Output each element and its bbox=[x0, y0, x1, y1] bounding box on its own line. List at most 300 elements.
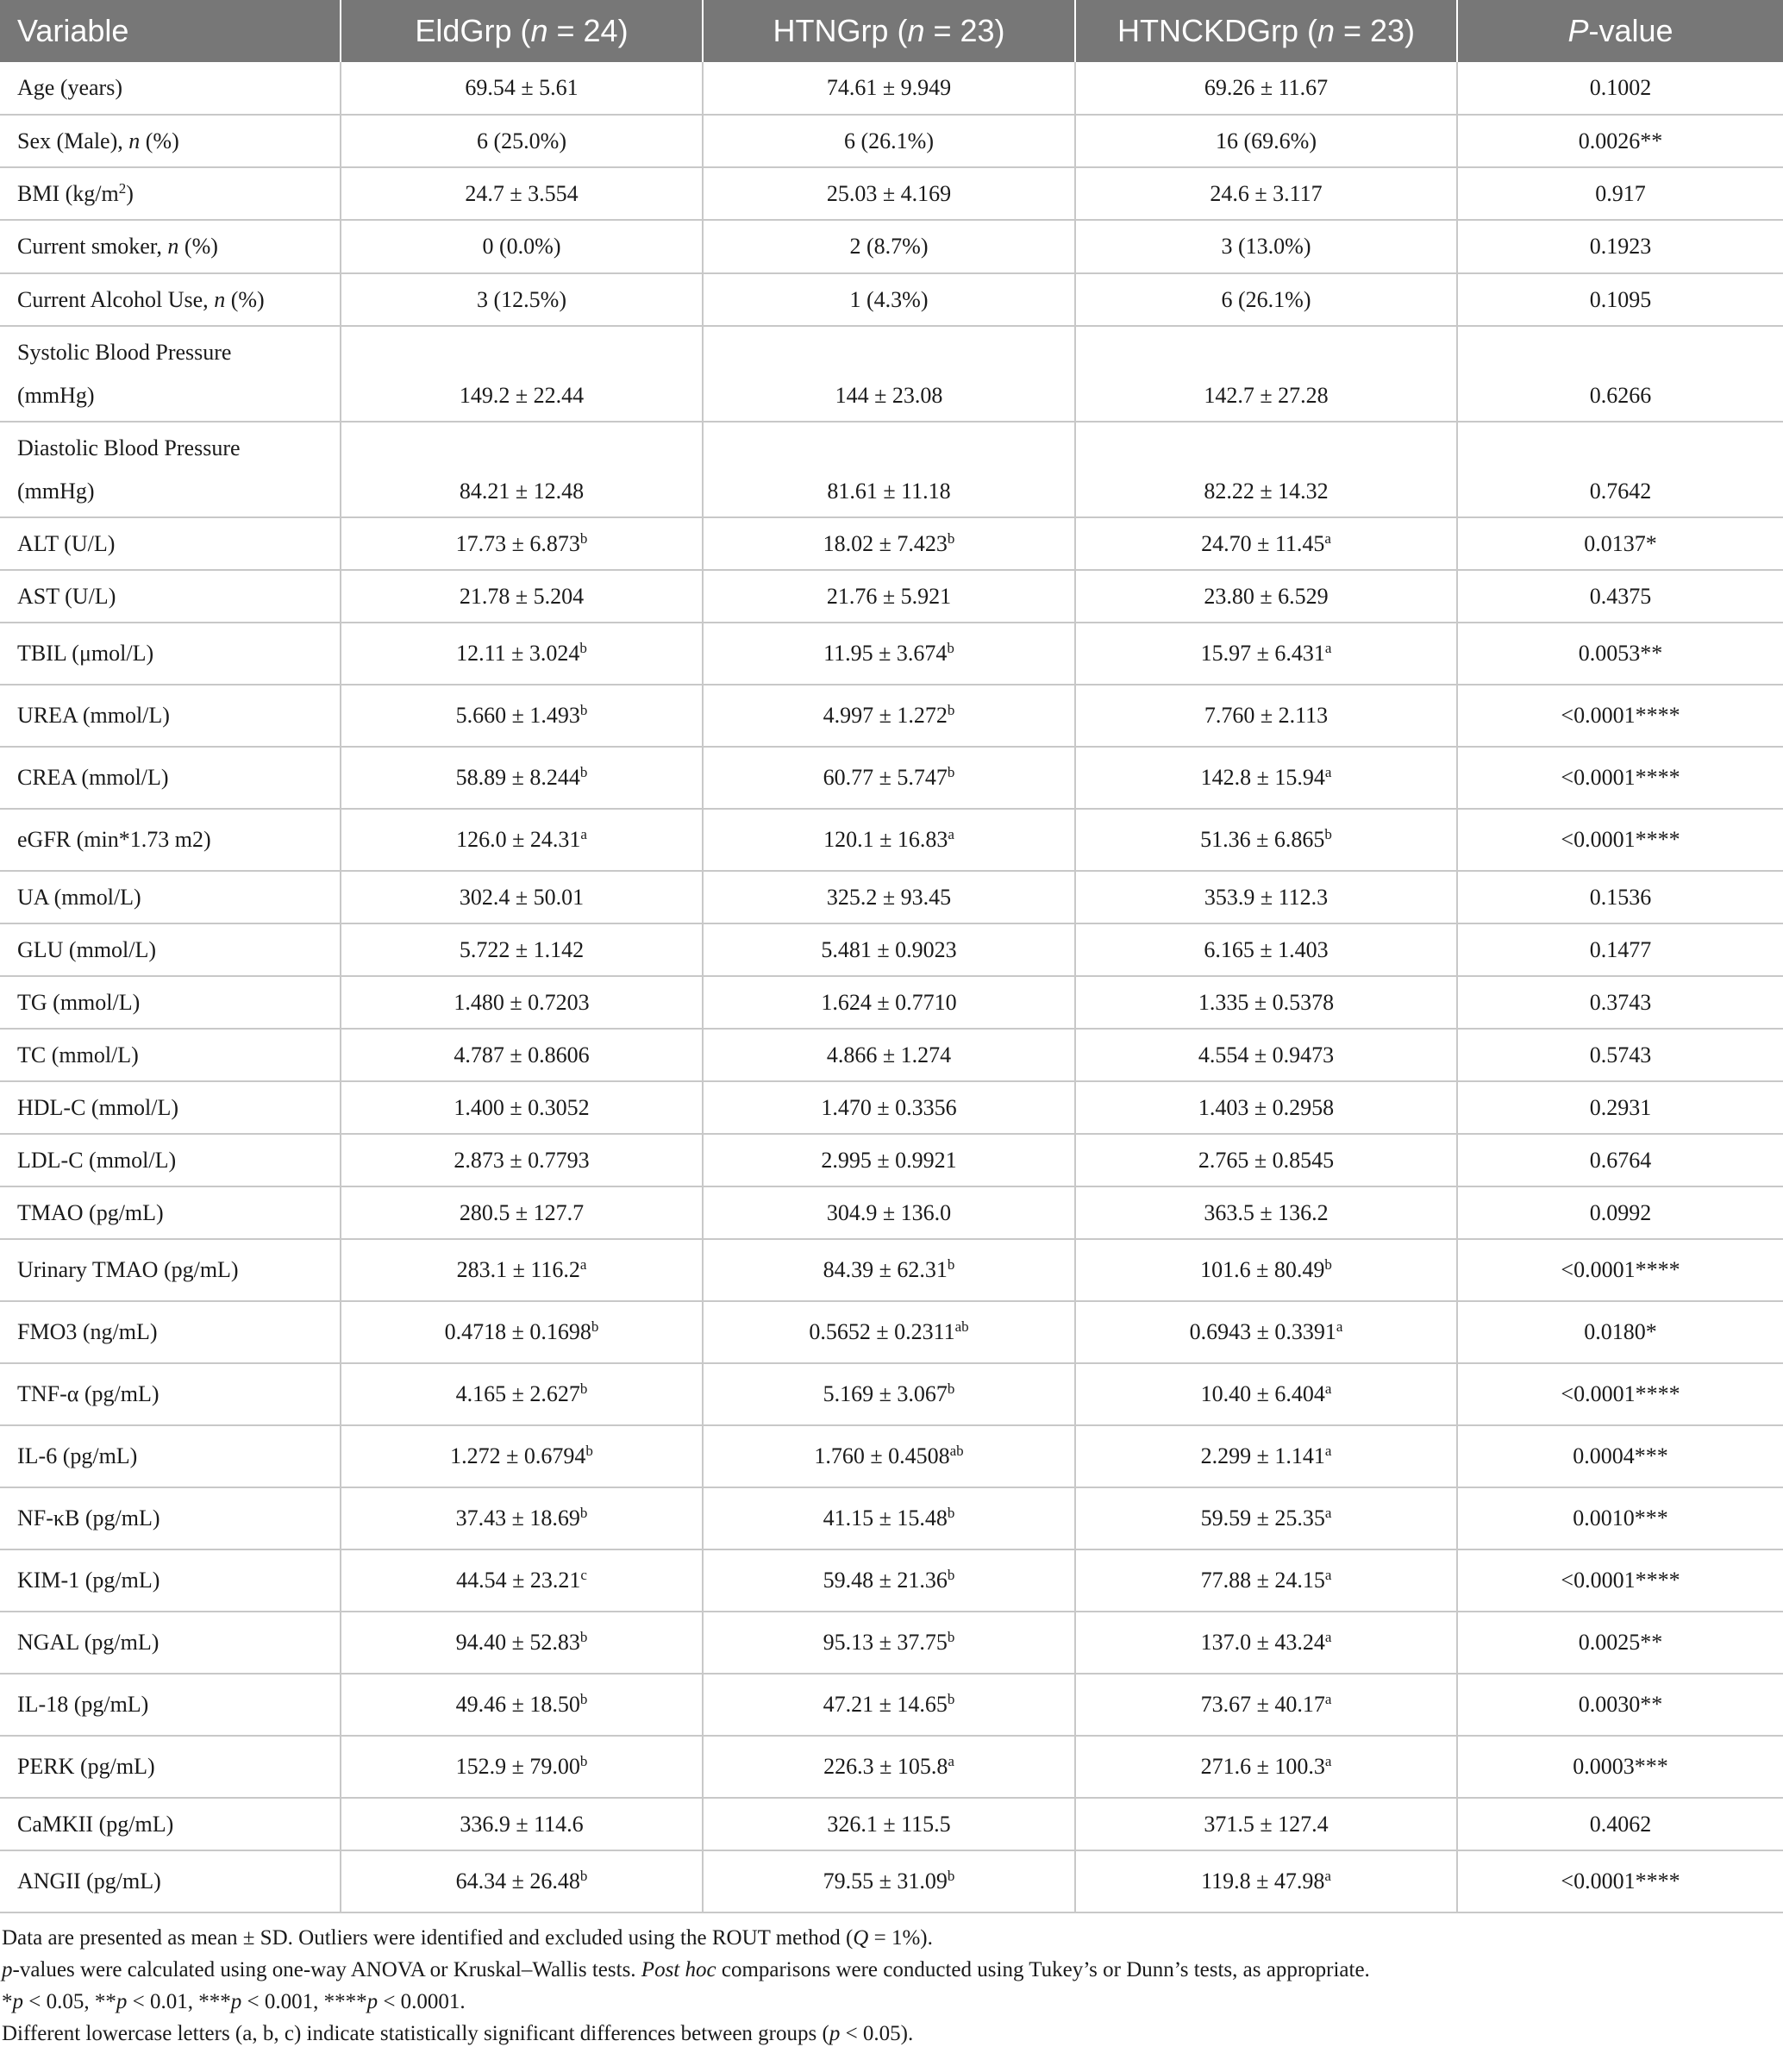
table-row bbox=[0, 923, 1783, 976]
eldgrp-value-group-letter: b bbox=[579, 1691, 588, 1707]
table-row bbox=[0, 1425, 1783, 1487]
footnote-statistical-tests: p-values were calculated using one-way ANOVA or Kruskal–Wallis tests. Post hoc comparisons were conducted using Tukey’s or Dunn’s tests, as appropriate. bbox=[2, 1958, 1370, 1981]
htngrp-value-cell bbox=[703, 1674, 1075, 1736]
htngrp-value-group-letter: ab bbox=[949, 1443, 964, 1459]
eldgrp-value-cell bbox=[341, 871, 703, 923]
table-row bbox=[0, 1674, 1783, 1736]
header-htnckdgrp: HTNCKDGrp (n = 23) bbox=[1075, 0, 1457, 62]
header-row bbox=[0, 0, 1783, 62]
htngrp-value: 304.9 ± 136.0 bbox=[826, 1199, 952, 1225]
variable-cell bbox=[0, 1736, 341, 1798]
htnckdgrp-value-cell bbox=[1075, 167, 1457, 220]
p-value-cell bbox=[1457, 1081, 1783, 1134]
eldgrp-value: 12.11 ± 3.024 bbox=[456, 641, 580, 666]
variable-label: FMO3 (ng/mL) bbox=[17, 1319, 158, 1344]
eldgrp-value-cell bbox=[341, 1134, 703, 1186]
htnckdgrp-value: 59.59 ± 25.35 bbox=[1200, 1505, 1325, 1531]
variable-cell bbox=[0, 220, 341, 273]
p-value-cell bbox=[1457, 1186, 1783, 1239]
eldgrp-value-cell bbox=[341, 517, 703, 570]
p-value: 0.3743 bbox=[1589, 989, 1652, 1015]
htnckdgrp-value: 10.40 ± 6.404 bbox=[1200, 1381, 1325, 1406]
htngrp-value-group-letter: b bbox=[947, 1380, 955, 1397]
htnckdgrp-value: 24.70 ± 11.45 bbox=[1201, 530, 1325, 556]
variable-label: AST (U/L) bbox=[17, 583, 116, 609]
p-value: 0.0003*** bbox=[1573, 1754, 1668, 1779]
htnckdgrp-value-cell bbox=[1075, 1186, 1457, 1239]
htngrp-value: 5.481 ± 0.9023 bbox=[821, 936, 957, 962]
variable-cell bbox=[0, 1549, 341, 1612]
htnckdgrp-value-group-letter: a bbox=[1336, 1318, 1343, 1335]
htnckdgrp-value: 1.335 ± 0.5378 bbox=[1198, 989, 1335, 1015]
variable-cell bbox=[0, 685, 341, 747]
htnckdgrp-value: 23.80 ± 6.529 bbox=[1204, 583, 1329, 609]
htnckdgrp-value: 142.8 ± 15.94 bbox=[1200, 765, 1325, 790]
eldgrp-value: 4.165 ± 2.627 bbox=[455, 1381, 580, 1406]
htnckdgrp-value: 51.36 ± 6.865 bbox=[1200, 827, 1325, 852]
htnckdgrp-value-cell bbox=[1075, 1850, 1457, 1912]
p-value: 0.0026** bbox=[1578, 128, 1663, 153]
htngrp-value: 74.61 ± 9.949 bbox=[826, 75, 952, 100]
htnckdgrp-value-cell bbox=[1075, 747, 1457, 809]
variable-label: LDL-C (mmol/L) bbox=[17, 1147, 177, 1173]
p-value-cell bbox=[1457, 623, 1783, 685]
htnckdgrp-value-group-letter: a bbox=[1324, 1443, 1332, 1459]
htnckdgrp-value: 1.403 ± 0.2958 bbox=[1198, 1094, 1335, 1120]
htngrp-value: 18.02 ± 7.423 bbox=[823, 530, 948, 556]
htngrp-value-group-letter: b bbox=[947, 1629, 955, 1645]
htngrp-value-cell bbox=[703, 1081, 1075, 1134]
p-value-cell bbox=[1457, 923, 1783, 976]
htngrp-value-group-letter: b bbox=[947, 1691, 955, 1707]
p-value: 0.1095 bbox=[1589, 286, 1652, 312]
htngrp-value: 5.169 ± 3.067 bbox=[823, 1381, 948, 1406]
eldgrp-value-group-letter: b bbox=[579, 1629, 588, 1645]
table-footnotes bbox=[0, 1913, 1783, 2050]
table-row bbox=[0, 1134, 1783, 1186]
htngrp-value-cell bbox=[703, 220, 1075, 273]
table-row bbox=[0, 1549, 1783, 1612]
htngrp-value-cell bbox=[703, 273, 1075, 326]
p-value-cell bbox=[1457, 326, 1783, 422]
htnckdgrp-value-cell bbox=[1075, 976, 1457, 1029]
variable-label-tail: ) bbox=[126, 180, 134, 206]
p-value: 0.1536 bbox=[1589, 884, 1652, 910]
variable-label: CREA (mmol/L) bbox=[17, 765, 169, 790]
htnckdgrp-value-group-letter: a bbox=[1324, 1629, 1332, 1645]
table-row bbox=[0, 570, 1783, 623]
p-value-cell bbox=[1457, 1850, 1783, 1912]
htngrp-value: 226.3 ± 105.8 bbox=[823, 1754, 948, 1779]
eldgrp-value-group-letter: b bbox=[579, 640, 587, 656]
variable-cell bbox=[0, 1798, 341, 1850]
eldgrp-value: 2.873 ± 0.7793 bbox=[454, 1147, 590, 1173]
htngrp-value-cell bbox=[703, 167, 1075, 220]
eldgrp-value-cell bbox=[341, 623, 703, 685]
htngrp-value: 21.76 ± 5.921 bbox=[826, 583, 952, 609]
htnckdgrp-value-group-letter: a bbox=[1324, 1868, 1331, 1884]
eldgrp-value-cell bbox=[341, 923, 703, 976]
eldgrp-value-cell bbox=[341, 1425, 703, 1487]
eldgrp-value-cell bbox=[341, 1612, 703, 1674]
eldgrp-value: 24.7 ± 3.554 bbox=[465, 180, 579, 206]
eldgrp-value: 149.2 ± 22.44 bbox=[459, 383, 585, 408]
htngrp-value-cell bbox=[703, 517, 1075, 570]
htnckdgrp-value: 142.7 ± 27.28 bbox=[1204, 383, 1329, 408]
table-row bbox=[0, 1612, 1783, 1674]
htngrp-value-cell bbox=[703, 1301, 1075, 1363]
p-value: 0.0004*** bbox=[1573, 1443, 1668, 1468]
htngrp-value-cell bbox=[703, 422, 1075, 517]
eldgrp-value-cell bbox=[341, 685, 703, 747]
htngrp-value: 4.997 ± 1.272 bbox=[823, 703, 948, 728]
htnckdgrp-value: 6.165 ± 1.403 bbox=[1204, 936, 1329, 962]
htngrp-value-cell bbox=[703, 871, 1075, 923]
eldgrp-value-cell bbox=[341, 1301, 703, 1363]
eldgrp-value: 37.43 ± 18.69 bbox=[455, 1505, 580, 1531]
htnckdgrp-value: 363.5 ± 136.2 bbox=[1204, 1199, 1329, 1225]
htngrp-value-group-letter: a bbox=[948, 826, 954, 842]
eldgrp-value-cell bbox=[341, 570, 703, 623]
htnckdgrp-value-cell bbox=[1075, 1425, 1457, 1487]
htnckdgrp-value-group-letter: a bbox=[1324, 1505, 1332, 1521]
htngrp-value-cell bbox=[703, 1487, 1075, 1549]
variable-label-line2: (mmHg) bbox=[17, 479, 95, 504]
table-row bbox=[0, 1239, 1783, 1301]
htnckdgrp-value: 6 (26.1%) bbox=[1221, 286, 1311, 312]
table-row bbox=[0, 517, 1783, 570]
htngrp-value-cell bbox=[703, 923, 1075, 976]
htnckdgrp-value: 271.6 ± 100.3 bbox=[1200, 1754, 1325, 1779]
table-row bbox=[0, 273, 1783, 326]
htnckdgrp-value-cell bbox=[1075, 1674, 1457, 1736]
htngrp-value-group-letter: b bbox=[947, 702, 955, 718]
eldgrp-value-group-letter: b bbox=[585, 1443, 593, 1459]
htngrp-value: 4.866 ± 1.274 bbox=[826, 1042, 952, 1067]
variable-label: ANGII (pg/mL) bbox=[17, 1869, 161, 1894]
htngrp-value-cell bbox=[703, 115, 1075, 167]
eldgrp-value-cell bbox=[341, 1736, 703, 1798]
htngrp-value-cell bbox=[703, 1239, 1075, 1301]
htnckdgrp-value-cell bbox=[1075, 1239, 1457, 1301]
variable-label: Current Alcohol Use, bbox=[17, 286, 215, 312]
eldgrp-value: 4.787 ± 0.8606 bbox=[454, 1042, 590, 1067]
htnckdgrp-value-cell bbox=[1075, 923, 1457, 976]
p-value: 0.2931 bbox=[1589, 1094, 1652, 1120]
p-value-cell bbox=[1457, 62, 1783, 115]
htngrp-value-cell bbox=[703, 747, 1075, 809]
htnckdgrp-value-cell bbox=[1075, 517, 1457, 570]
variable-cell bbox=[0, 1363, 341, 1425]
table-row bbox=[0, 685, 1783, 747]
htngrp-value-group-letter: ab bbox=[954, 1318, 969, 1335]
eldgrp-value: 58.89 ± 8.244 bbox=[455, 765, 580, 790]
eldgrp-value-group-letter: b bbox=[579, 702, 588, 718]
htngrp-value: 60.77 ± 5.747 bbox=[823, 765, 948, 790]
variable-label: TC (mmol/L) bbox=[17, 1042, 139, 1067]
htngrp-value: 84.39 ± 62.31 bbox=[823, 1257, 948, 1282]
eldgrp-value-group-letter: a bbox=[579, 1256, 587, 1273]
eldgrp-value: 49.46 ± 18.50 bbox=[455, 1692, 580, 1717]
header-p-value: P-value bbox=[1457, 0, 1783, 62]
htnckdgrp-value-cell bbox=[1075, 1736, 1457, 1798]
table-row bbox=[0, 1736, 1783, 1798]
htnckdgrp-value: 15.97 ± 6.431 bbox=[1200, 641, 1325, 666]
variable-label: Urinary TMAO (pg/mL) bbox=[17, 1257, 239, 1282]
eldgrp-value-cell bbox=[341, 326, 703, 422]
htngrp-value-cell bbox=[703, 1798, 1075, 1850]
variable-cell bbox=[0, 1425, 341, 1487]
p-value-cell bbox=[1457, 1425, 1783, 1487]
htnckdgrp-value: 371.5 ± 127.4 bbox=[1204, 1811, 1329, 1837]
htngrp-value-cell bbox=[703, 62, 1075, 115]
variable-cell bbox=[0, 62, 341, 115]
htnckdgrp-value-group-letter: a bbox=[1324, 1567, 1332, 1583]
p-value-cell bbox=[1457, 273, 1783, 326]
p-value-cell bbox=[1457, 1301, 1783, 1363]
htnckdgrp-value-cell bbox=[1075, 1081, 1457, 1134]
p-value: <0.0001**** bbox=[1561, 827, 1680, 852]
htnckdgrp-value: 137.0 ± 43.24 bbox=[1200, 1630, 1325, 1655]
eldgrp-value-group-letter: b bbox=[579, 1380, 588, 1397]
variable-label: PERK (pg/mL) bbox=[17, 1754, 155, 1779]
htnckdgrp-value-cell bbox=[1075, 623, 1457, 685]
htngrp-value-cell bbox=[703, 1612, 1075, 1674]
htngrp-value-cell bbox=[703, 1029, 1075, 1081]
htngrp-value: 95.13 ± 37.75 bbox=[823, 1630, 948, 1655]
htngrp-value: 47.21 ± 14.65 bbox=[823, 1692, 948, 1717]
table-row bbox=[0, 62, 1783, 115]
htngrp-value: 1.470 ± 0.3356 bbox=[821, 1094, 957, 1120]
htngrp-value-cell bbox=[703, 1425, 1075, 1487]
p-value-cell bbox=[1457, 220, 1783, 273]
variable-cell bbox=[0, 871, 341, 923]
htnckdgrp-value-cell bbox=[1075, 1363, 1457, 1425]
variable-label: ALT (U/L) bbox=[17, 530, 116, 556]
eldgrp-value: 69.54 ± 5.61 bbox=[465, 75, 579, 100]
eldgrp-value-group-letter: a bbox=[580, 826, 587, 842]
htnckdgrp-value: 2.765 ± 0.8545 bbox=[1198, 1147, 1335, 1173]
htnckdgrp-value: 7.760 ± 2.113 bbox=[1204, 703, 1329, 728]
p-value-cell bbox=[1457, 1029, 1783, 1081]
variable-label: GLU (mmol/L) bbox=[17, 936, 157, 962]
variable-cell bbox=[0, 1239, 341, 1301]
variable-label-italic: n bbox=[214, 286, 226, 312]
p-value: 0.1002 bbox=[1589, 75, 1652, 100]
htnckdgrp-value: 119.8 ± 47.98 bbox=[1201, 1869, 1325, 1894]
eldgrp-value-cell bbox=[341, 809, 703, 871]
htngrp-value-group-letter: b bbox=[947, 640, 954, 656]
htnckdgrp-value: 2.299 ± 1.141 bbox=[1200, 1443, 1325, 1468]
htnckdgrp-value: 73.67 ± 40.17 bbox=[1200, 1692, 1325, 1717]
htnckdgrp-value-cell bbox=[1075, 1029, 1457, 1081]
p-value-cell bbox=[1457, 1363, 1783, 1425]
htnckdgrp-value-cell bbox=[1075, 685, 1457, 747]
p-value-cell bbox=[1457, 1798, 1783, 1850]
variable-label-line2: (mmHg) bbox=[17, 383, 95, 408]
htnckdgrp-value-group-letter: a bbox=[1324, 1753, 1332, 1769]
eldgrp-value-cell bbox=[341, 1186, 703, 1239]
p-value: 0.0137* bbox=[1584, 530, 1657, 556]
htnckdgrp-value-group-letter: a bbox=[1324, 1691, 1332, 1707]
htngrp-value: 0.5652 ± 0.2311 bbox=[809, 1319, 955, 1344]
variable-label: Sex (Male), bbox=[17, 128, 129, 153]
p-value-cell bbox=[1457, 570, 1783, 623]
htnckdgrp-value: 16 (69.6%) bbox=[1216, 128, 1317, 153]
htnckdgrp-value-group-letter: b bbox=[1324, 1256, 1332, 1273]
htngrp-value-group-letter: b bbox=[947, 1567, 955, 1583]
eldgrp-value-cell bbox=[341, 1798, 703, 1850]
htngrp-value-group-letter: b bbox=[947, 764, 955, 780]
htngrp-value: 326.1 ± 115.5 bbox=[827, 1811, 951, 1837]
htngrp-value-cell bbox=[703, 1134, 1075, 1186]
table-row bbox=[0, 1186, 1783, 1239]
variable-label: eGFR (min*1.73 m2) bbox=[17, 827, 211, 852]
footnote-data-description: Data are presented as mean ± SD. Outliers were identified and excluded using the ROUT method (Q = 1%). bbox=[2, 1926, 933, 1950]
p-value-cell bbox=[1457, 1612, 1783, 1674]
htnckdgrp-value-cell bbox=[1075, 273, 1457, 326]
eldgrp-value-cell bbox=[341, 273, 703, 326]
p-value-cell bbox=[1457, 976, 1783, 1029]
eldgrp-value-cell bbox=[341, 1081, 703, 1134]
htnckdgrp-value: 4.554 ± 0.9473 bbox=[1198, 1042, 1335, 1067]
htngrp-value: 120.1 ± 16.83 bbox=[823, 827, 948, 852]
htngrp-value: 79.55 ± 31.09 bbox=[823, 1869, 948, 1894]
table-row bbox=[0, 1081, 1783, 1134]
eldgrp-value: 21.78 ± 5.204 bbox=[459, 583, 585, 609]
variable-cell bbox=[0, 1850, 341, 1912]
p-value: 0.0010*** bbox=[1573, 1505, 1668, 1531]
variable-cell bbox=[0, 923, 341, 976]
p-value-cell bbox=[1457, 422, 1783, 517]
p-value: <0.0001**** bbox=[1561, 765, 1680, 790]
p-value-cell bbox=[1457, 1239, 1783, 1301]
htngrp-value: 144 ± 23.08 bbox=[835, 383, 943, 408]
htngrp-value: 2.995 ± 0.9921 bbox=[821, 1147, 957, 1173]
variable-cell bbox=[0, 1081, 341, 1134]
p-value-cell bbox=[1457, 685, 1783, 747]
variable-label-tail: (%) bbox=[140, 128, 179, 153]
table-body bbox=[0, 62, 1783, 1912]
htngrp-value-cell bbox=[703, 1186, 1075, 1239]
htnckdgrp-value-group-letter: a bbox=[1324, 764, 1332, 780]
variable-label: IL-6 (pg/mL) bbox=[17, 1443, 138, 1468]
variable-cell bbox=[0, 1186, 341, 1239]
variable-label: IL-18 (pg/mL) bbox=[17, 1692, 149, 1717]
eldgrp-value: 336.9 ± 114.6 bbox=[460, 1811, 584, 1837]
eldgrp-value: 0.4718 ± 0.1698 bbox=[444, 1319, 591, 1344]
variable-cell bbox=[0, 326, 341, 422]
table-row bbox=[0, 1798, 1783, 1850]
table-row bbox=[0, 1850, 1783, 1912]
variable-cell bbox=[0, 1612, 341, 1674]
htnckdgrp-value: 69.26 ± 11.67 bbox=[1204, 75, 1329, 100]
variable-label-italic: n bbox=[167, 234, 179, 259]
variable-cell bbox=[0, 115, 341, 167]
p-value-cell bbox=[1457, 1736, 1783, 1798]
htnckdgrp-value-cell bbox=[1075, 1549, 1457, 1612]
p-value: 0.6764 bbox=[1589, 1147, 1652, 1173]
table-row bbox=[0, 167, 1783, 220]
p-value: 0.7642 bbox=[1589, 479, 1652, 504]
variable-cell bbox=[0, 167, 341, 220]
htnckdgrp-value: 24.6 ± 3.117 bbox=[1210, 180, 1323, 206]
eldgrp-value: 126.0 ± 24.31 bbox=[456, 827, 581, 852]
variable-cell bbox=[0, 570, 341, 623]
table-row bbox=[0, 1363, 1783, 1425]
p-value-cell bbox=[1457, 1487, 1783, 1549]
variable-label: TBIL (μmol/L) bbox=[17, 641, 154, 666]
eldgrp-value: 283.1 ± 116.2 bbox=[456, 1257, 580, 1282]
eldgrp-value-cell bbox=[341, 1487, 703, 1549]
htngrp-value-cell bbox=[703, 326, 1075, 422]
variable-cell bbox=[0, 1487, 341, 1549]
htnckdgrp-value-cell bbox=[1075, 809, 1457, 871]
eldgrp-value-group-letter: b bbox=[579, 1868, 588, 1884]
variable-cell bbox=[0, 517, 341, 570]
eldgrp-value-cell bbox=[341, 1850, 703, 1912]
variable-label: TG (mmol/L) bbox=[17, 989, 141, 1015]
htngrp-value: 41.15 ± 15.48 bbox=[823, 1505, 948, 1531]
p-value-cell bbox=[1457, 1674, 1783, 1736]
variable-label: Age (years) bbox=[17, 75, 122, 100]
htngrp-value-group-letter: a bbox=[948, 1753, 954, 1769]
table-row bbox=[0, 976, 1783, 1029]
htnckdgrp-value: 353.9 ± 112.3 bbox=[1204, 884, 1329, 910]
table-row bbox=[0, 326, 1783, 422]
table-row bbox=[0, 623, 1783, 685]
eldgrp-value: 1.400 ± 0.3052 bbox=[454, 1094, 590, 1120]
variable-cell bbox=[0, 1301, 341, 1363]
htngrp-value-cell bbox=[703, 685, 1075, 747]
variable-label-tail: (%) bbox=[225, 286, 265, 312]
htngrp-value-cell bbox=[703, 1363, 1075, 1425]
p-value-cell bbox=[1457, 1549, 1783, 1612]
variable-cell bbox=[0, 809, 341, 871]
eldgrp-value-group-letter: b bbox=[579, 764, 588, 780]
p-value: 0.0180* bbox=[1584, 1319, 1657, 1344]
eldgrp-value-cell bbox=[341, 1549, 703, 1612]
eldgrp-value-cell bbox=[341, 1029, 703, 1081]
table-row bbox=[0, 809, 1783, 871]
eldgrp-value-cell bbox=[341, 1674, 703, 1736]
variable-cell bbox=[0, 623, 341, 685]
htnckdgrp-value-cell bbox=[1075, 570, 1457, 623]
p-value: 0.0025** bbox=[1578, 1630, 1663, 1655]
table-row bbox=[0, 747, 1783, 809]
p-value: 0.0030** bbox=[1578, 1692, 1663, 1717]
eldgrp-value: 1.272 ± 0.6794 bbox=[450, 1443, 586, 1468]
variable-label-superscript: 2 bbox=[118, 179, 127, 197]
table-row bbox=[0, 871, 1783, 923]
variable-label: TNF-α (pg/mL) bbox=[17, 1381, 160, 1406]
table-row bbox=[0, 1029, 1783, 1081]
variable-label-tail: (%) bbox=[178, 234, 218, 259]
htngrp-value: 25.03 ± 4.169 bbox=[826, 180, 952, 206]
eldgrp-value-cell bbox=[341, 1363, 703, 1425]
variable-label: NGAL (pg/mL) bbox=[17, 1630, 160, 1655]
eldgrp-value-cell bbox=[341, 747, 703, 809]
header-variable: Variable bbox=[0, 0, 341, 62]
variable-label: TMAO (pg/mL) bbox=[17, 1199, 164, 1225]
htnckdgrp-value-cell bbox=[1075, 62, 1457, 115]
p-value: 0.6266 bbox=[1589, 383, 1652, 408]
htngrp-value-group-letter: b bbox=[947, 1505, 955, 1521]
htnckdgrp-value-cell bbox=[1075, 1612, 1457, 1674]
htngrp-value: 81.61 ± 11.18 bbox=[827, 479, 951, 504]
table-row bbox=[0, 1301, 1783, 1363]
htnckdgrp-value: 3 (13.0%) bbox=[1221, 234, 1311, 259]
